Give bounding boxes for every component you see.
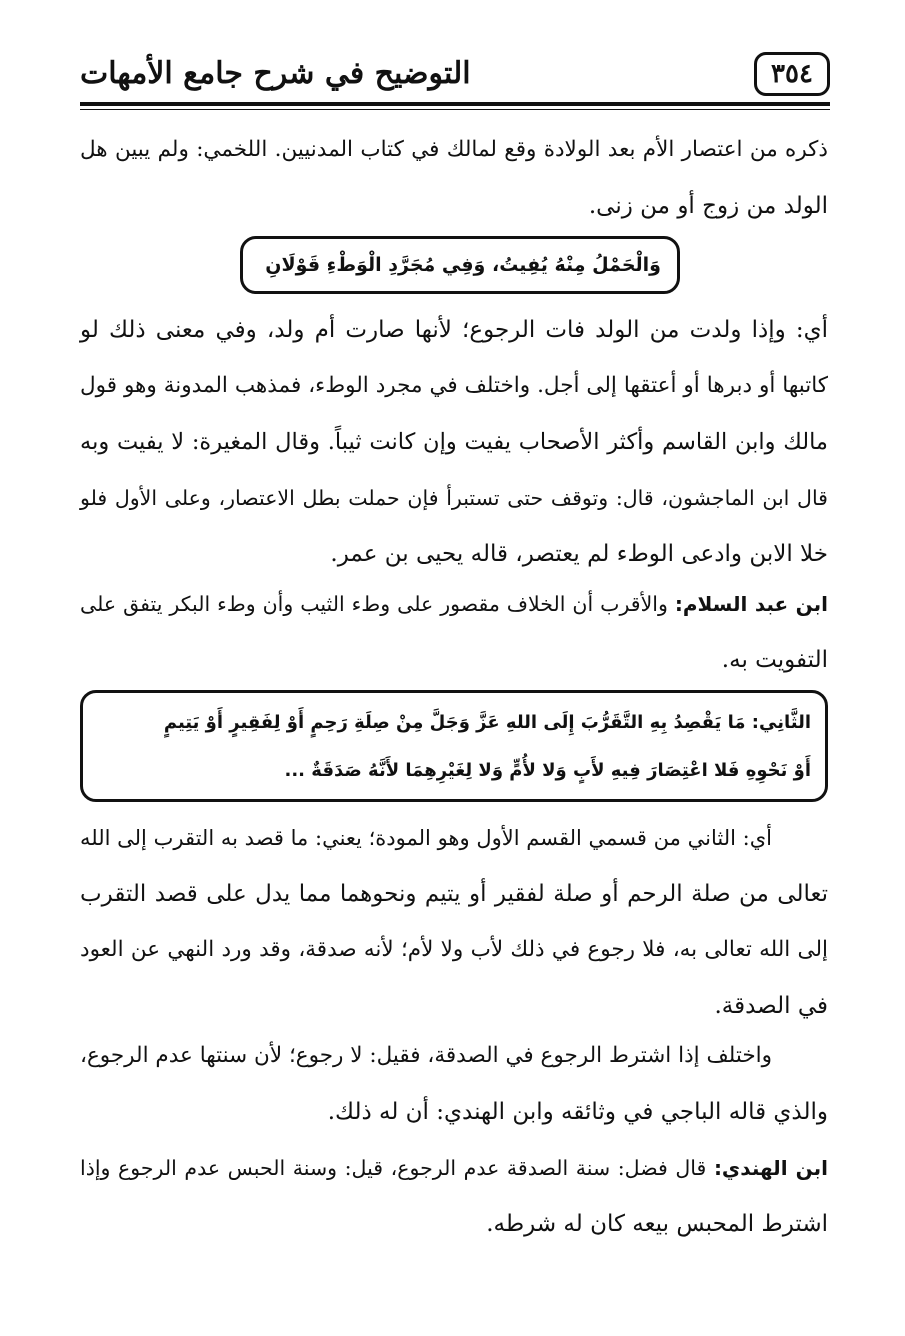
text-line: الولد من زوج أو من زنى. [588, 193, 828, 219]
text-line: خلا الابن وادعى الوطء لم يعتصر، قاله يحيى بن عمر. [330, 541, 828, 567]
text-line: أي: وإذا ولدت من الولد فات الرجوع؛ لأنها صارت أم ولد، وفي معنى ذلك لو [80, 317, 828, 343]
header-rule-thin [80, 109, 830, 110]
book-title: التوضيح في شرح جامع الأمهات [80, 56, 471, 91]
commentary-paragraph-6 [80, 1140, 828, 1252]
commentary-paragraph-1 [80, 122, 828, 234]
matn-box-1 [240, 236, 680, 294]
text-line: مالك وابن القاسم وأكثر الأصحاب يفيت وإن كانت ثيباً. وقال المغيرة: لا يفيت وبه [80, 429, 828, 455]
text-line: في الصدقة. [714, 993, 828, 1019]
text-line [80, 1140, 828, 1196]
text-line: إلى الله تعالى به، فلا رجوع في ذلك لأب ولا لأم؛ لأنه صدقة، وقد ورد النهي عن العود [80, 937, 828, 962]
text-line: تعالى من صلة الرحم أو صلة لفقير أو يتيم ونحوهما مما يدل على قصد التقرب [80, 881, 828, 907]
text-line: التفويت به. [721, 647, 828, 673]
text-line: اشترط المحبس بيعه كان له شرطه. [486, 1211, 828, 1237]
matn-box-2 [80, 690, 828, 802]
text-line: أي: الثاني من قسمي القسم الأول وهو المودة؛ يعني: ما قصد به التقرب إلى الله [80, 826, 772, 850]
matn-line: وَالْحَمْلُ مِنْهُ يُفِيتُ، وَفِي مُجَرَّدِ الْوَطْءِ قَوْلَانِ [265, 254, 661, 276]
text-line: والذي قاله الباجي في وثائقه وابن الهندي: أن له ذلك. [327, 1099, 828, 1125]
commentary-paragraph-2 [80, 302, 828, 582]
speaker-text: والأقرب أن الخلاف مقصور على وطء الثيب وأن وطء البكر يتفق على [80, 592, 668, 616]
matn-line: أَوْ نَحْوِهِ فَلا اعْتِصَارَ فِيهِ لأَبٍ وَلا لأُمٍّ وَلا لِغَيْرِهِمَا لأَنَّهُ صَدَقَةٌ ... [284, 760, 811, 781]
text-line: قال ابن الماجشون، قال: وتوقف حتى تستبرأ فإن حملت بطل الاعتصار، وعلى الأول فلو [80, 486, 828, 510]
text-line: كاتبها أو دبرها أو أعتقها إلى أجل. واختلف في مجرد الوطء، فمذهب المدونة وهو قول [80, 373, 828, 398]
commentary-paragraph-5 [80, 1028, 828, 1140]
text-line: واختلف إذا اشترط الرجوع في الصدقة، فقيل: لا رجوع؛ لأن سنتها عدم الرجوع، [80, 1043, 772, 1068]
speaker-name: ابن الهندي: [713, 1156, 828, 1180]
text-line: ذكره من اعتصار الأم بعد الولادة وقع لمالك في كتاب المدنيين. اللخمي: ولم يبين هل [80, 137, 828, 162]
matn-line: الثَّانِي: مَا يَقْصِدُ بِهِ التَّقَرُّبَ إِلَى اللهِ عَزَّ وَجَلَّ مِنْ صِلَةِ رَحِمٍ أَوْ لِفَقِيرٍ أَوْ يَتِيمٍ [163, 712, 811, 733]
header-rule [80, 102, 830, 106]
speaker-name: ابن عبد السلام: [674, 592, 828, 616]
speaker-text: قال فضل: سنة الصدقة عدم الرجوع، قيل: وسنة الحبس عدم الرجوع وإذا [80, 1156, 707, 1180]
text-line [80, 576, 828, 632]
commentary-paragraph-3 [80, 576, 828, 688]
running-header [80, 52, 830, 110]
commentary-paragraph-4 [80, 810, 828, 1034]
page-number: ٣٥٤ [754, 52, 830, 96]
